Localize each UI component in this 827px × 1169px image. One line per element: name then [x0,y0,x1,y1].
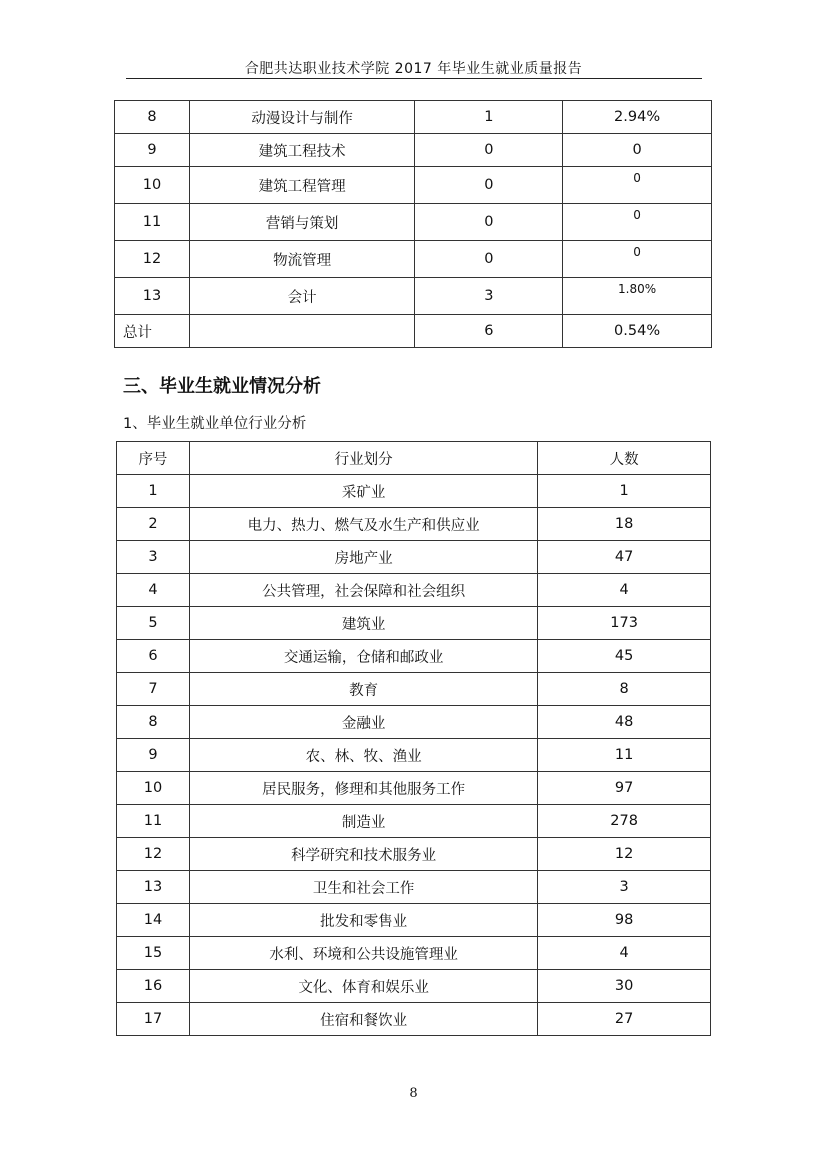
table-cell: 18 [538,508,711,541]
table-cell: 电力、热力、燃气及水生产和供应业 [189,508,537,541]
table-cell: 98 [538,904,711,937]
table-row [117,706,711,739]
table-cell: 9 [117,739,190,772]
table-cell [189,315,415,348]
page-number: 8 [409,1086,418,1101]
table-cell: 1 [415,101,563,134]
table-cell: 48 [538,706,711,739]
table-cell: 0 [563,204,712,241]
table-cell: 97 [538,772,711,805]
table-cell: 住宿和餐饮业 [189,1003,537,1036]
table-cell: 12 [115,241,190,278]
table-cell: 0 [563,167,712,204]
section-heading: 三、毕业生就业情况分析 [123,376,321,397]
table-cell: 居民服务，修理和其他服务工作 [189,772,537,805]
table-cell: 45 [538,640,711,673]
table-row [117,1003,711,1036]
table-cell: 动漫设计与制作 [189,101,415,134]
column-header: 行业划分 [189,442,537,475]
table-cell: 教育 [189,673,537,706]
table-cell: 营销与策划 [189,204,415,241]
table-cell: 47 [538,541,711,574]
column-header: 序号 [117,442,190,475]
table-cell: 农、林、牧、渔业 [189,739,537,772]
table-row [117,805,711,838]
table-cell: 17 [117,1003,190,1036]
table-cell: 3 [538,871,711,904]
table-cell: 会计 [189,278,415,315]
table-cell: 7 [117,673,190,706]
table-cell: 12 [117,838,190,871]
table-cell: 12 [538,838,711,871]
table-cell: 13 [115,278,190,315]
table-header-row [117,442,711,475]
page-header-title: 合肥共达职业技术学院 2017 年毕业生就业质量报告 [244,61,583,77]
table-cell: 公共管理，社会保障和社会组织 [189,574,537,607]
table-cell: 0.54% [563,315,712,348]
table-cell: 0 [563,134,712,167]
table-cell: 11 [115,204,190,241]
table-cell: 物流管理 [189,241,415,278]
table-cell: 0 [563,241,712,278]
table-cell: 8 [117,706,190,739]
table-cell: 173 [538,607,711,640]
table-cell: 4 [538,574,711,607]
table-cell: 27 [538,1003,711,1036]
table-row [117,475,711,508]
table-row [117,541,711,574]
table-cell: 1 [117,475,190,508]
industry-distribution-table [116,441,711,1036]
table-cell: 8 [115,101,190,134]
table-row [117,607,711,640]
table-row [117,937,711,970]
table-cell: 建筑业 [189,607,537,640]
table-row [117,904,711,937]
table-row [115,101,712,134]
table-row [117,508,711,541]
table-row [115,241,712,278]
table-cell: 0 [415,134,563,167]
table-row [117,739,711,772]
table-cell: 2 [117,508,190,541]
major-employment-table [114,100,712,348]
table-cell: 6 [117,640,190,673]
table-row [117,838,711,871]
table-cell: 1 [538,475,711,508]
table-cell: 13 [117,871,190,904]
table-row [117,871,711,904]
table-cell: 金融业 [189,706,537,739]
table-cell: 30 [538,970,711,1003]
table-cell: 科学研究和技术服务业 [189,838,537,871]
table-total-row [115,315,712,348]
table-row [117,673,711,706]
table-row [115,204,712,241]
table-cell: 278 [538,805,711,838]
header-divider [126,78,702,79]
table-cell: 1.80% [563,278,712,315]
table-cell: 建筑工程管理 [189,167,415,204]
table-cell: 3 [415,278,563,315]
table-cell: 0 [415,204,563,241]
table-cell: 采矿业 [189,475,537,508]
table-cell: 15 [117,937,190,970]
table-cell: 11 [538,739,711,772]
table-cell: 10 [115,167,190,204]
table-row [117,970,711,1003]
table-cell: 9 [115,134,190,167]
table-cell: 14 [117,904,190,937]
table-cell: 2.94% [563,101,712,134]
table-cell: 8 [538,673,711,706]
table-cell: 建筑工程技术 [189,134,415,167]
table-cell: 水利、环境和公共设施管理业 [189,937,537,970]
table-cell: 文化、体育和娱乐业 [189,970,537,1003]
table-cell: 批发和零售业 [189,904,537,937]
table-cell: 6 [415,315,563,348]
table-cell: 0 [415,167,563,204]
table-cell: 卫生和社会工作 [189,871,537,904]
table-cell: 交通运输，仓储和邮政业 [189,640,537,673]
table-row [117,574,711,607]
table-cell: 房地产业 [189,541,537,574]
table-cell: 10 [117,772,190,805]
table-cell: 4 [117,574,190,607]
table-cell: 4 [538,937,711,970]
table-row [115,134,712,167]
table-cell: 制造业 [189,805,537,838]
table-cell: 16 [117,970,190,1003]
column-header: 人数 [538,442,711,475]
table-cell: 5 [117,607,190,640]
table-row [117,772,711,805]
table-cell: 总计 [115,315,190,348]
table-row [117,640,711,673]
table-cell: 3 [117,541,190,574]
table-body [117,475,711,1036]
table-cell: 11 [117,805,190,838]
subsection-heading: 1、毕业生就业单位行业分析 [123,416,307,432]
table-row [115,167,712,204]
table-cell: 0 [415,241,563,278]
table-row [115,278,712,315]
